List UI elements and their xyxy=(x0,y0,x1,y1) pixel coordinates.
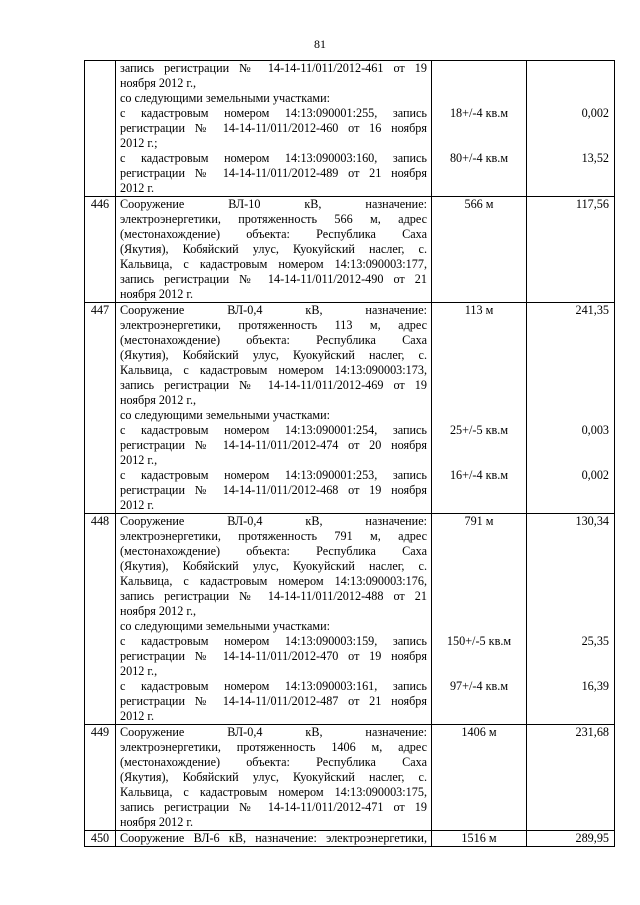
size-value: 566 м xyxy=(464,197,494,211)
description-line: (местонахождение) объекта: Республика Саха xyxy=(120,227,427,241)
description-line: со следующими земельными участками: xyxy=(120,619,330,633)
size-value xyxy=(432,529,526,544)
amount-value xyxy=(527,91,614,106)
size-value xyxy=(432,91,526,106)
amount-value xyxy=(527,363,614,378)
description-line: Кальвица, с кадастровым номером 14:13:090003:177, xyxy=(120,257,427,271)
description-cell xyxy=(116,725,432,831)
amount-value xyxy=(527,604,614,619)
amount-value xyxy=(527,694,614,709)
amount-value: 0,002 xyxy=(581,468,609,482)
amount-value: 241,35 xyxy=(575,303,609,317)
size-value xyxy=(432,589,526,604)
description-line: (Якутия), Кобяйский улус, Куокуйский наслег, с. xyxy=(120,242,427,256)
size-cell xyxy=(432,303,527,514)
size-value xyxy=(432,181,526,196)
description-line: 2012 г., xyxy=(120,453,158,467)
size-cell xyxy=(432,831,527,847)
amount-value xyxy=(527,559,614,574)
description-line: (Якутия), Кобяйский улус, Куокуйский наслег, с. xyxy=(120,559,427,573)
amount-value: 289,95 xyxy=(575,831,609,845)
description-line: (местонахождение) объекта: Республика Саха xyxy=(120,544,427,558)
size-value: 1516 м xyxy=(461,831,497,845)
size-value xyxy=(432,664,526,679)
description-line: (Якутия), Кобяйский улус, Куокуйский наслег, с. xyxy=(120,348,427,362)
description-line: запись регистрации № 14-14-11/011/2012-490 от 21 xyxy=(120,272,427,286)
description-line: с кадастровым номером 14:13:090001:253, запись xyxy=(120,468,427,482)
amount-value xyxy=(527,664,614,679)
description-line: запись регистрации № 14-14-11/011/2012-469 от 19 xyxy=(120,378,427,392)
size-value: 791 м xyxy=(464,514,494,528)
size-value xyxy=(432,136,526,151)
description-line: 2012 г. xyxy=(120,709,155,723)
description-line: регистрации № 14-14-11/011/2012-474 от 20 ноября xyxy=(120,438,427,452)
description-line: ноября 2012 г., xyxy=(120,393,197,407)
amount-value: 117,56 xyxy=(575,197,609,211)
size-cell xyxy=(432,725,527,831)
table-row xyxy=(85,831,615,847)
property-registry-table xyxy=(84,60,615,847)
amount-value xyxy=(527,498,614,513)
description-line: запись регистрации № 14-14-11/011/2012-488 от 21 xyxy=(120,589,427,603)
size-value xyxy=(432,333,526,348)
description-line: Сооружение ВЛ-6 кВ, назначение: электроэнергетики, xyxy=(120,831,427,845)
value-cell xyxy=(527,514,615,725)
row-number-cell: 449 xyxy=(85,725,116,831)
size-value xyxy=(432,604,526,619)
size-value xyxy=(432,619,526,634)
amount-value xyxy=(527,649,614,664)
description-line: Сооружение ВЛ-0,4 кВ, назначение: xyxy=(120,303,427,317)
amount-value xyxy=(527,181,614,196)
description-line: 2012 г. xyxy=(120,181,155,195)
description-line: электроэнергетики, протяженность 113 м, адрес xyxy=(120,318,427,332)
amount-value xyxy=(527,529,614,544)
amount-value xyxy=(527,574,614,589)
size-cell xyxy=(432,197,527,303)
value-cell xyxy=(527,725,615,831)
value-cell xyxy=(527,61,615,197)
amount-value xyxy=(527,544,614,559)
amount-value xyxy=(527,333,614,348)
amount-value xyxy=(527,393,614,408)
description-line: запись регистрации № 14-14-11/011/2012-471 от 19 xyxy=(120,800,427,814)
amount-value: 231,68 xyxy=(575,725,609,739)
description-line: регистрации № 14-14-11/011/2012-468 от 19 ноября xyxy=(120,483,427,497)
size-value xyxy=(432,453,526,468)
amount-value: 16,39 xyxy=(581,679,609,693)
description-line: ноября 2012 г., xyxy=(120,76,197,90)
size-value xyxy=(432,559,526,574)
amount-value xyxy=(527,378,614,393)
amount-value xyxy=(527,438,614,453)
amount-value xyxy=(527,483,614,498)
description-line: Сооружение ВЛ-0,4 кВ, назначение: xyxy=(120,725,427,739)
description-line: с кадастровым номером 14:13:090001:254, запись xyxy=(120,423,427,437)
size-value: 1406 м xyxy=(461,725,497,739)
size-value xyxy=(432,61,526,76)
size-value xyxy=(432,318,526,333)
value-cell xyxy=(527,197,615,303)
size-value xyxy=(432,694,526,709)
amount-value: 0,003 xyxy=(581,423,609,437)
amount-value xyxy=(527,589,614,604)
amount-value xyxy=(527,408,614,423)
description-line: с кадастровым номером 14:13:090003:159, запись xyxy=(120,634,427,648)
amount-value: 130,34 xyxy=(575,514,609,528)
description-line: 2012 г., xyxy=(120,664,158,678)
description-line: регистрации № 14-14-11/011/2012-460 от 16 ноября xyxy=(120,121,427,135)
amount-value xyxy=(527,136,614,151)
size-value xyxy=(432,574,526,589)
table-row xyxy=(85,61,615,197)
description-line: регистрации № 14-14-11/011/2012-470 от 19 ноября xyxy=(120,649,427,663)
size-value xyxy=(432,483,526,498)
size-cell xyxy=(432,61,527,197)
description-line: Сооружение ВЛ-0,4 кВ, назначение: xyxy=(120,514,427,528)
description-line: ноября 2012 г. xyxy=(120,287,194,301)
description-line: (местонахождение) объекта: Республика Саха xyxy=(120,755,427,769)
amount-value: 13,52 xyxy=(581,151,609,165)
size-cell xyxy=(432,514,527,725)
description-cell xyxy=(116,514,432,725)
size-value: 150+/-5 кв.м xyxy=(446,634,512,648)
description-line: (Якутия), Кобяйский улус, Куокуйский наслег, с. xyxy=(120,770,427,784)
amount-value xyxy=(527,121,614,136)
description-line: с кадастровым номером 14:13:090003:160, запись xyxy=(120,151,427,165)
size-value xyxy=(432,544,526,559)
amount-value xyxy=(527,348,614,363)
description-line: Кальвица, с кадастровым номером 14:13:090003:176, xyxy=(120,574,427,588)
size-value xyxy=(432,363,526,378)
description-cell xyxy=(116,197,432,303)
size-value: 97+/-4 кв.м xyxy=(449,679,509,693)
size-value xyxy=(432,408,526,423)
description-line: Сооружение ВЛ-10 кВ, назначение: xyxy=(120,197,427,211)
description-line: с кадастровым номером 14:13:090003:161, запись xyxy=(120,679,427,693)
size-value xyxy=(432,438,526,453)
amount-value xyxy=(527,76,614,91)
description-line: со следующими земельными участками: xyxy=(120,408,330,422)
description-line: электроэнергетики, протяженность 566 м, адрес xyxy=(120,212,427,226)
value-cell xyxy=(527,831,615,847)
size-value xyxy=(432,649,526,664)
row-number-cell: 448 xyxy=(85,514,116,725)
amount-value: 0,002 xyxy=(581,106,609,120)
size-value xyxy=(432,393,526,408)
description-line: электроэнергетики, протяженность 1406 м, адрес xyxy=(120,740,427,754)
row-number-cell: 450 xyxy=(85,831,116,847)
description-line: регистрации № 14-14-11/011/2012-487 от 21 ноября xyxy=(120,694,427,708)
amount-value xyxy=(527,61,614,76)
amount-value xyxy=(527,453,614,468)
amount-value: 25,35 xyxy=(581,634,609,648)
size-value: 25+/-5 кв.м xyxy=(449,423,509,437)
size-value: 18+/-4 кв.м xyxy=(449,106,509,120)
size-value: 80+/-4 кв.м xyxy=(449,151,509,165)
size-value xyxy=(432,348,526,363)
row-number-cell: 447 xyxy=(85,303,116,514)
size-value xyxy=(432,378,526,393)
description-line: с кадастровым номером 14:13:090001:255, запись xyxy=(120,106,427,120)
size-value xyxy=(432,498,526,513)
page-number: 81 xyxy=(314,37,326,51)
description-line: Кальвица, с кадастровым номером 14:13:090003:173, xyxy=(120,363,427,377)
amount-value xyxy=(527,619,614,634)
row-number-cell xyxy=(85,61,116,197)
value-cell xyxy=(527,303,615,514)
description-line: (местонахождение) объекта: Республика Саха xyxy=(120,333,427,347)
description-line: ноября 2012 г. xyxy=(120,815,194,829)
row-number-cell: 446 xyxy=(85,197,116,303)
table-row xyxy=(85,514,615,725)
table-row xyxy=(85,303,615,514)
description-line: 2012 г. xyxy=(120,498,155,512)
size-value xyxy=(432,709,526,724)
description-line: ноября 2012 г., xyxy=(120,604,197,618)
description-cell xyxy=(116,831,432,847)
description-line: запись регистрации № 14-14-11/011/2012-461 от 19 xyxy=(120,61,427,75)
table-row xyxy=(85,197,615,303)
description-line: регистрации № 14-14-11/011/2012-489 от 21 ноября xyxy=(120,166,427,180)
amount-value xyxy=(527,318,614,333)
size-value: 16+/-4 кв.м xyxy=(449,468,509,482)
amount-value xyxy=(527,166,614,181)
size-value xyxy=(432,121,526,136)
description-line: Кальвица, с кадастровым номером 14:13:090003:175, xyxy=(120,785,427,799)
registry-table-body xyxy=(85,61,615,847)
size-value xyxy=(432,76,526,91)
size-value xyxy=(432,166,526,181)
description-line: 2012 г.; xyxy=(120,136,158,150)
description-cell xyxy=(116,61,432,197)
description-line: электроэнергетики, протяженность 791 м, адрес xyxy=(120,529,427,543)
description-cell xyxy=(116,303,432,514)
table-row xyxy=(85,725,615,831)
size-value: 113 м xyxy=(464,303,494,317)
description-line: со следующими земельными участками: xyxy=(120,91,330,105)
amount-value xyxy=(527,709,614,724)
